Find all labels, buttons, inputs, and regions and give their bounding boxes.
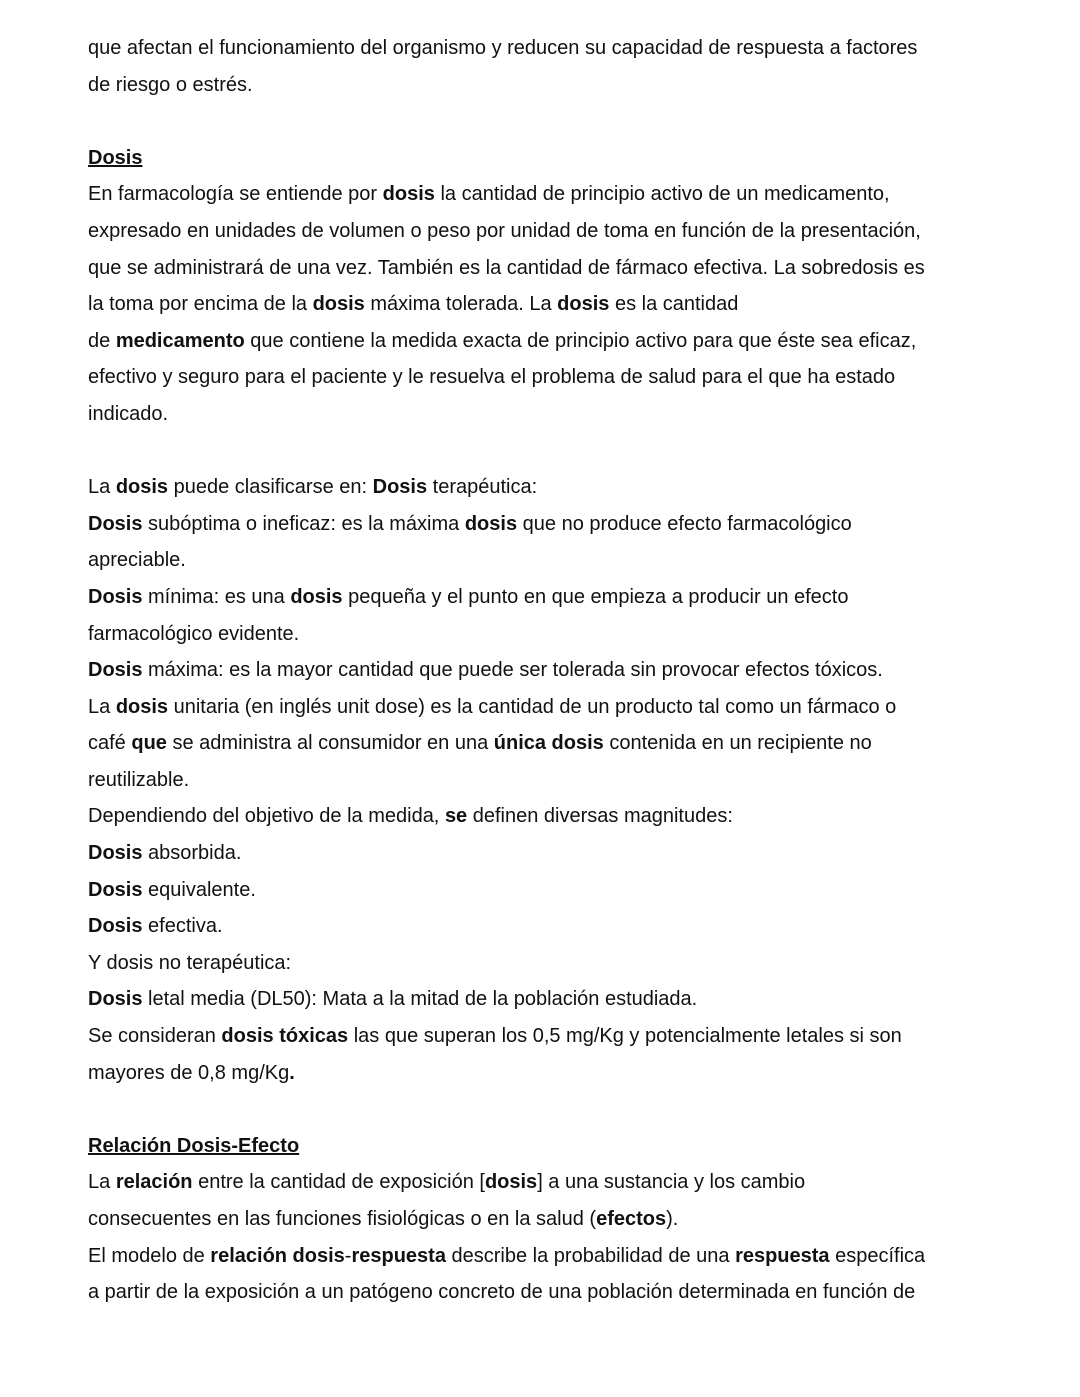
blank-line	[88, 433, 988, 470]
text-line: La relación entre la cantidad de exposición [dosis] a una sustancia y los cambio	[88, 1171, 806, 1194]
bold-term: Dosis	[88, 842, 143, 865]
text-line: En farmacología se entiende por dosis la cantidad de principio activo de un medicamento,	[88, 183, 890, 206]
bold-term: Dosis	[88, 659, 143, 682]
bold-term: dosis	[464, 512, 518, 535]
bold-term: dosis	[557, 293, 610, 316]
text-line: que afectan el funcionamiento del organismo y reducen su capacidad de respuesta a factores	[88, 37, 918, 59]
text-line: consecuentes en las funciones fisiológicas o en la salud (efectos).	[88, 1208, 679, 1230]
text-line: Dependiendo del objetivo de la medida, se definen diversas magnitudes:	[88, 805, 733, 828]
text-line: apreciable.	[88, 549, 186, 572]
text-line: indicado.	[88, 402, 169, 425]
text-line: de medicamento que contiene la medida exacta de principio activo para que éste sea eficaz,	[88, 329, 917, 352]
text-line: mayores de 0,8 mg/Kg.	[88, 1061, 295, 1084]
bold-term: dosis	[115, 476, 169, 499]
bold-term: dosis	[484, 1171, 538, 1194]
bold-term: dosis	[290, 585, 343, 608]
text-line: efectivo y seguro para el paciente y le resuelva el problema de salud para el que ha estado	[88, 366, 896, 389]
bold-term: Dosis	[88, 988, 143, 1011]
text-line: farmacológico evidente.	[88, 622, 300, 645]
bold-term: que	[131, 732, 167, 755]
bold-term: Dosis	[88, 512, 143, 535]
bold-term: se	[444, 805, 468, 828]
bold-term: respuesta	[735, 1244, 830, 1267]
text-line: El modelo de relación dosis-respuesta describe la probabilidad de una respuesta específica	[88, 1244, 926, 1267]
text-line: Dosis letal media (DL50): Mata a la mitad de la población estudiada.	[88, 988, 698, 1011]
bold-term: Dosis	[88, 915, 143, 938]
text-line: Dosis absorbida.	[88, 842, 242, 865]
text-line: la toma por encima de la dosis máxima tolerada. La dosis es la cantidad	[88, 293, 739, 316]
dosis-section	[88, 140, 988, 1091]
blank-line	[88, 1091, 988, 1128]
bold-term: dosis tóxicas	[221, 1025, 349, 1048]
document-page	[88, 30, 988, 1311]
bold-term: .	[289, 1061, 295, 1084]
blank-line	[88, 103, 988, 140]
bold-term: dosis	[312, 293, 365, 316]
bold-term: respuesta	[351, 1244, 446, 1267]
bold-term: dosis	[382, 183, 435, 206]
text-line: La dosis puede clasificarse en: Dosis terapéutica:	[88, 476, 538, 499]
intro-paragraph	[88, 30, 988, 103]
text-line: expresado en unidades de volumen o peso por unidad de toma en función de la presentación,	[88, 219, 921, 242]
bold-term: medicamento	[115, 329, 245, 352]
text-line: Dosis mínima: es una dosis pequeña y el punto en que empieza a producir un efecto	[88, 585, 849, 608]
text-line: a partir de la exposición a un patógeno concreto de una población determinada en función de	[88, 1281, 916, 1304]
bold-term: única dosis	[493, 732, 604, 755]
text-line: de riesgo o estrés.	[88, 73, 253, 96]
bold-term: Dosis	[372, 476, 428, 499]
text-line: que se administrará de una vez. También es la cantidad de fármaco efectiva. La sobredosis es	[88, 256, 925, 279]
text-line: Y dosis no terapéutica:	[88, 951, 292, 974]
relacion-section-body	[88, 1164, 988, 1310]
text-line: La dosis unitaria (en inglés unit dose) es la cantidad de un producto tal como un fármaco o	[88, 695, 897, 718]
bold-term: Dosis	[88, 878, 143, 901]
text-line: reutilizable.	[88, 768, 190, 791]
text-line: Dosis efectiva.	[88, 915, 223, 938]
bold-term: efectos	[596, 1208, 667, 1230]
bold-term: Dosis	[88, 585, 143, 608]
bold-term: dosis	[115, 695, 169, 718]
dosis-section-body	[88, 176, 988, 1091]
section-heading-relacion-dosis-efecto: Relación Dosis-Efecto	[88, 1134, 300, 1157]
section-heading-dosis: Dosis	[88, 146, 143, 169]
text-line: Dosis máxima: es la mayor cantidad que puede ser tolerada sin provocar efectos tóxicos.	[88, 659, 883, 682]
text-line: Dosis equivalente.	[88, 878, 256, 901]
bold-term: relación dosis	[210, 1244, 345, 1267]
text-line: café que se administra al consumidor en una única dosis contenida en un recipiente no	[88, 732, 872, 755]
text-line: Dosis subóptima o ineficaz: es la máxima dosis que no produce efecto farmacológico	[88, 512, 852, 535]
relacion-section	[88, 1128, 988, 1311]
text-line: Se consideran dosis tóxicas las que superan los 0,5 mg/Kg y potencialmente letales si son	[88, 1025, 902, 1048]
bold-term: relación	[115, 1171, 193, 1194]
